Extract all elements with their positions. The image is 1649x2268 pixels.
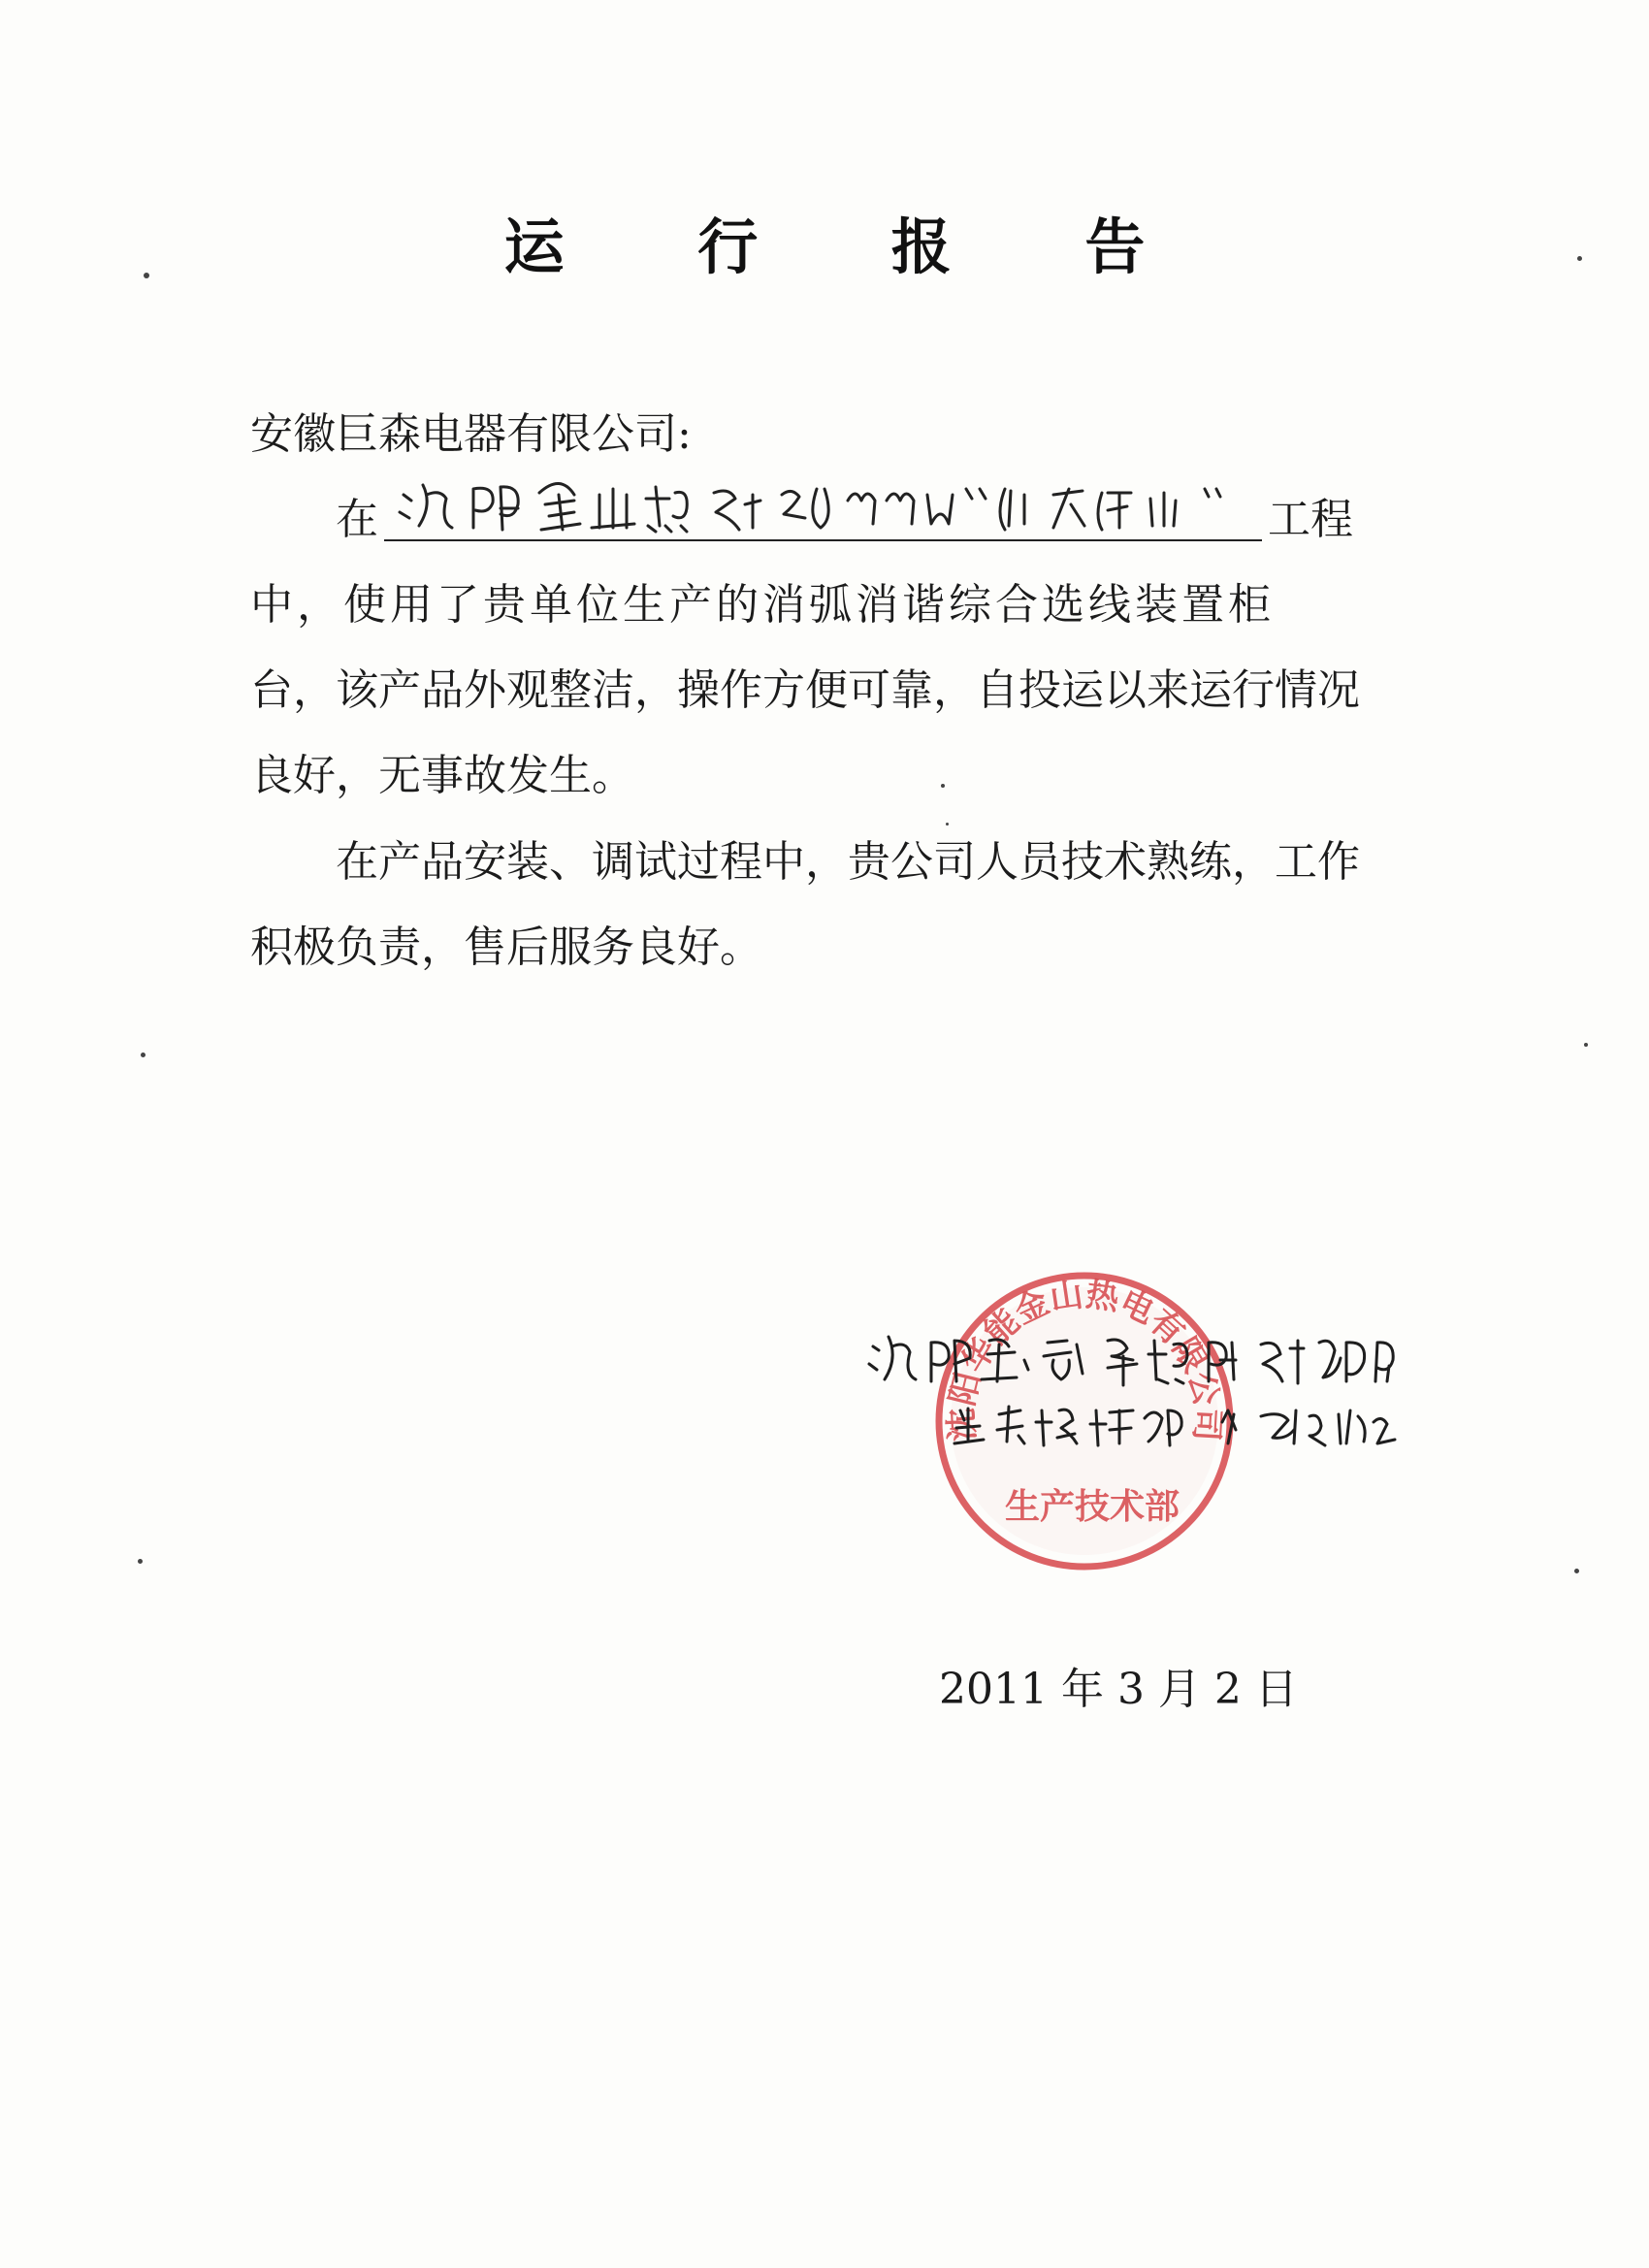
paragraph-2-line-1: 在产品安装、调试过程中，贵公司人员技术熟练，工作 <box>336 837 1360 887</box>
paragraph-1-line-1 <box>250 477 1366 563</box>
scan-speck <box>941 784 945 788</box>
paragraph-1-lead: 在 <box>336 495 378 544</box>
paragraph-1-line-4: 良好，无事故发生。 <box>250 751 634 800</box>
document-date: 2011 年 3 月 2 日 <box>939 1665 1298 1714</box>
scan-speck <box>946 823 949 826</box>
scan-speck <box>138 1559 143 1564</box>
paragraph-1 <box>250 477 1366 819</box>
paragraph-2 <box>250 820 1366 990</box>
seal-arc-text: 沈阳华能金山热电有限公司 <box>942 1275 1227 1442</box>
handwritten-project-name <box>384 481 1262 541</box>
scan-speck <box>1584 1043 1588 1047</box>
handwritten-project-scribble <box>384 466 1262 543</box>
seal-bottom-text: 生产技术部 <box>1004 1487 1180 1527</box>
scan-speck <box>144 273 149 278</box>
paragraph-2-line-2: 积极负责，售后服务良好。 <box>250 923 762 972</box>
scan-speck <box>1574 1569 1579 1573</box>
recipient-line: 安徽巨森电器有限公司: <box>250 409 692 459</box>
paragraph-1-tail: 工程 <box>1268 495 1353 544</box>
scan-speck <box>141 1053 146 1057</box>
scan-speck <box>1577 256 1582 261</box>
document-title: 运 行 报 告 <box>503 211 1202 282</box>
paragraph-1-line-2: 中，使用了贵单位生产的消弧消谐综合选线装置柜 <box>250 580 1275 630</box>
handwritten-signature <box>854 1321 1416 1496</box>
paragraph-1-line-3: 台，该产品外观整洁，操作方便可靠，自投运以来运行情况 <box>250 665 1360 715</box>
